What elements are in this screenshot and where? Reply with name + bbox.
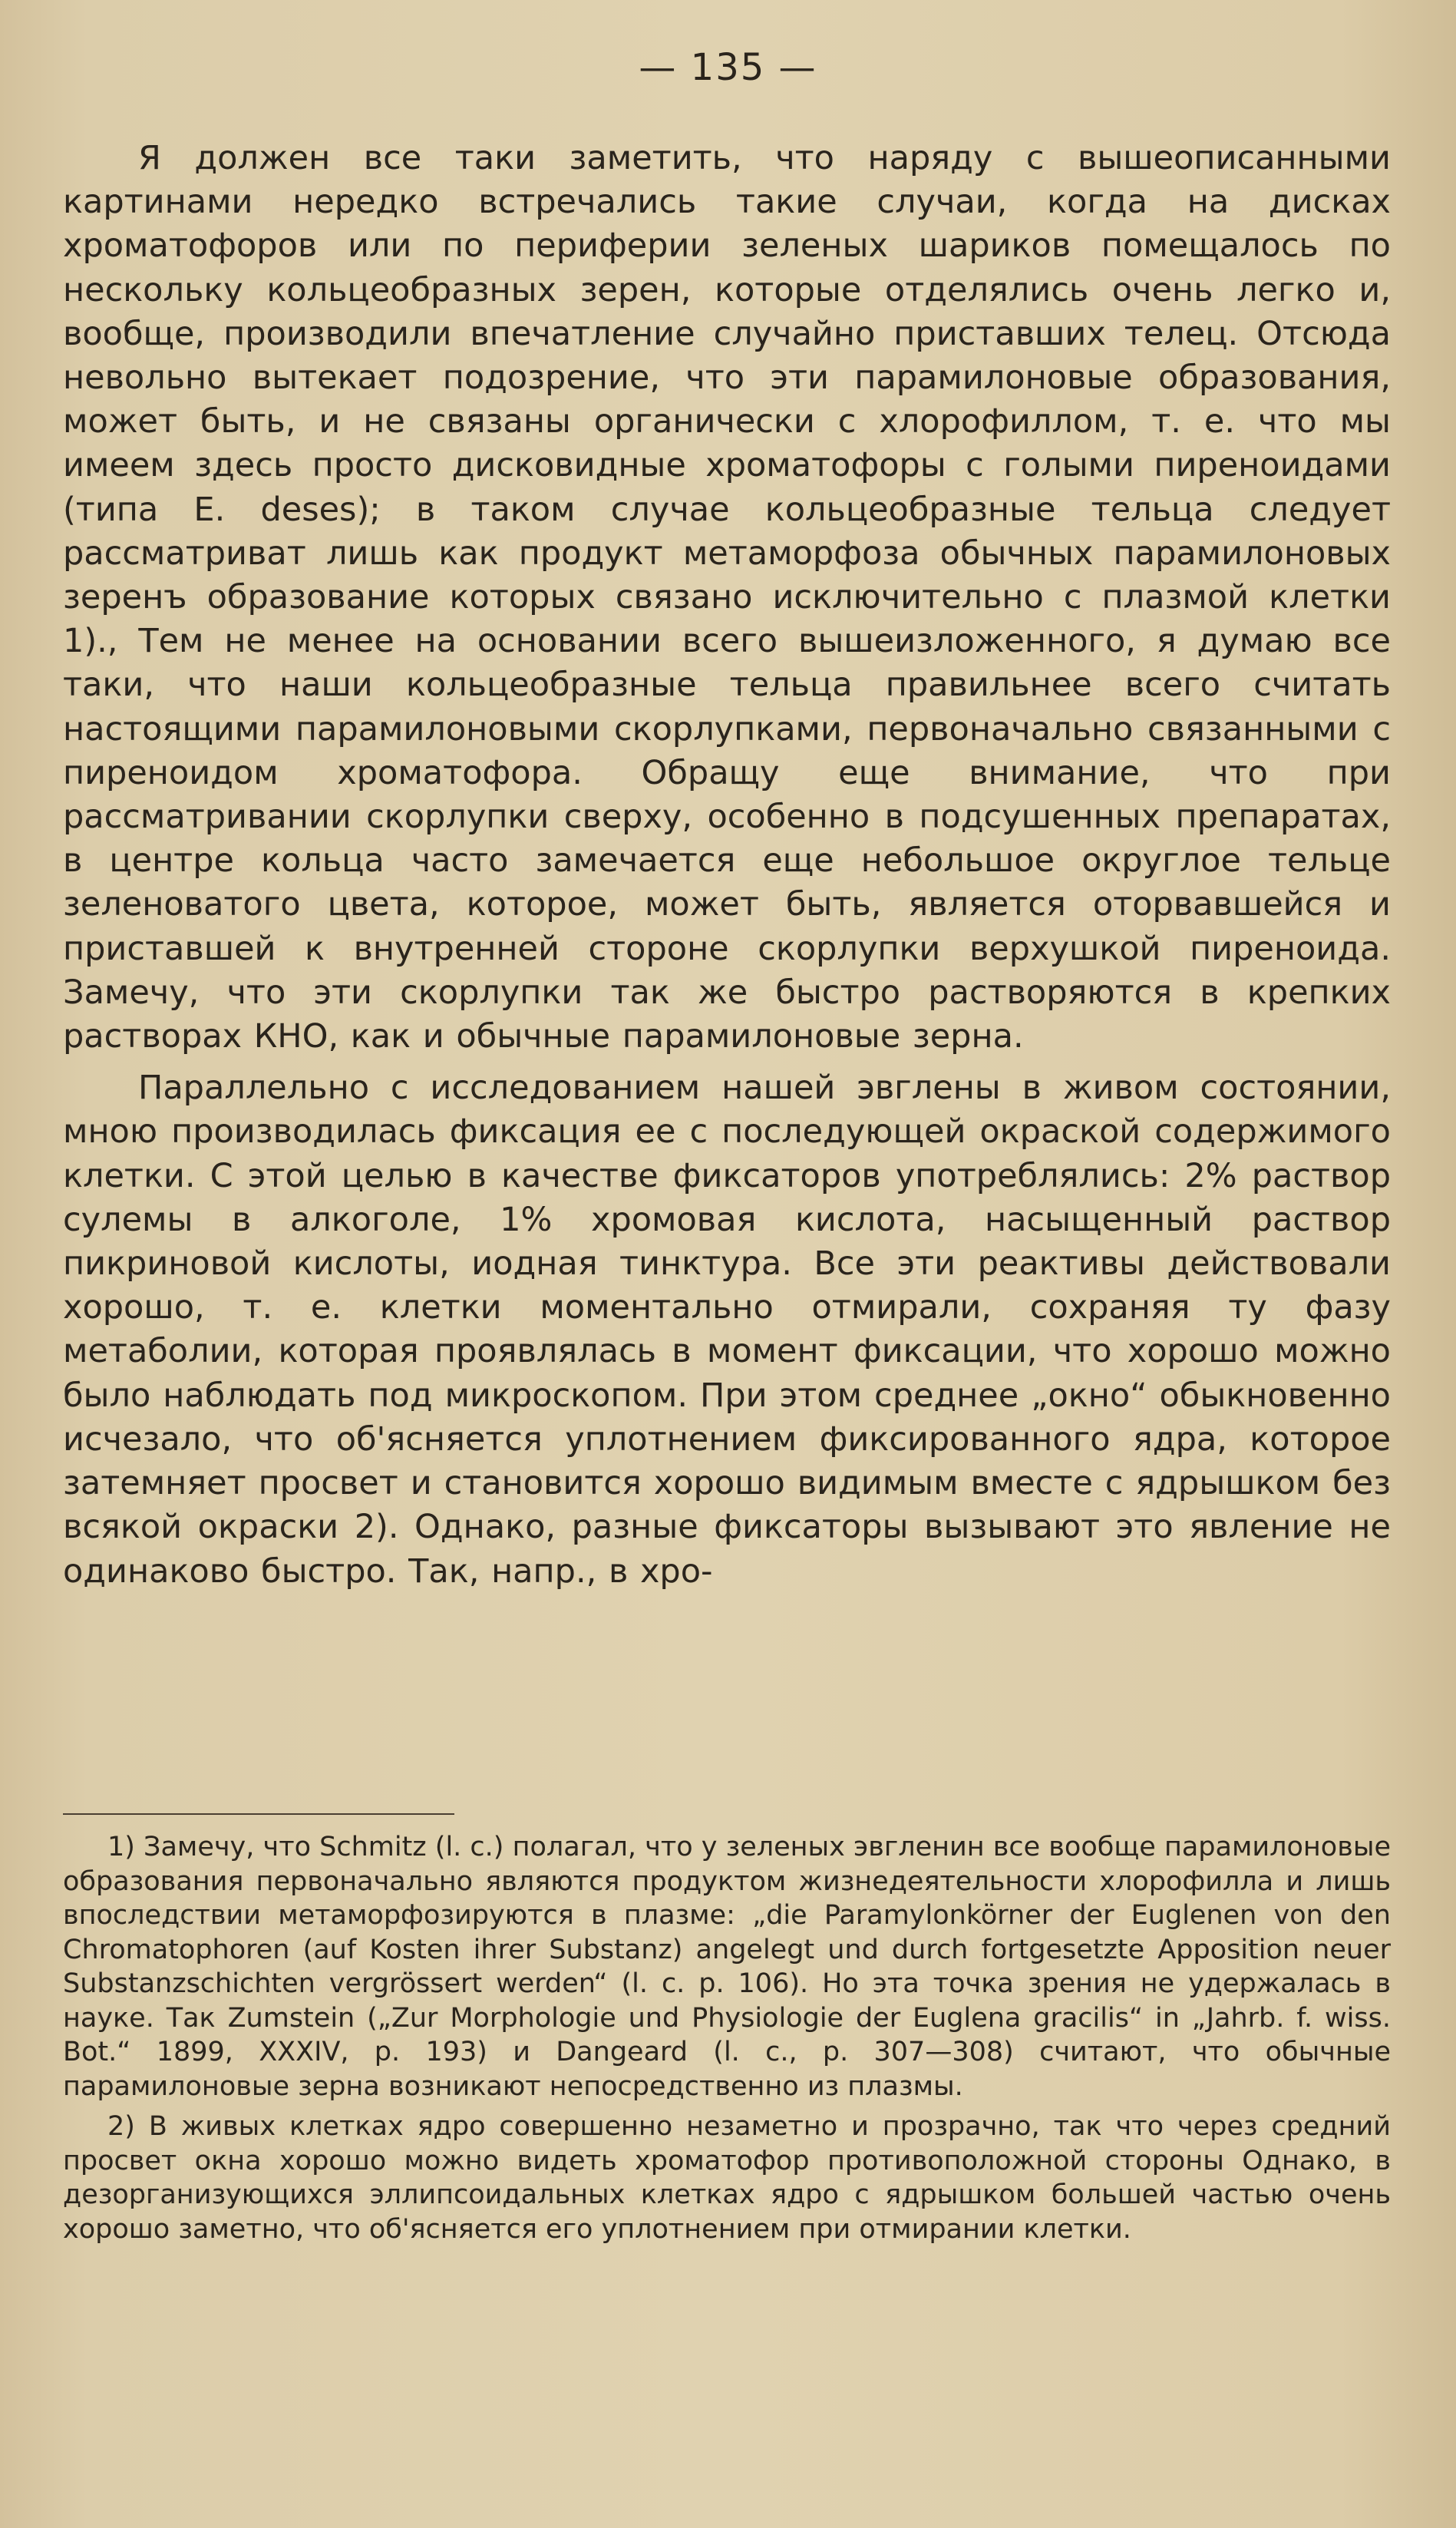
paragraph-1: Я должен все таки заметить, что наряду с вышеописанными картинами нередко встречались такие случаи, когда на дисках хроматофоров или по периферии зеленых шариков помещалось по нескольку кольцеобразных зерен, которые отделялись очень легко и, вообще, производили впечатление случайно приставших телец. Отсюда невольно вытекает подозрение, что эти парамилоновые образования, может быть, и не связаны органически с хлорофиллом, т. е. что мы имеем здесь просто дисковидные хроматофоры с голыми пиреноидами (типа E. deses); в таком случае кольцеобразные тельца следует рассматриват лишь как продукт метаморфоза обычных парамилоновых зеренъ образование которых связано исключительно с плазмой клетки 1)., Тем не менее на основании всего вышеизложенного, я думаю все таки, что наши кольцеобразные тельца правильнее всего считать настоящими парамилоновыми скорлупками, первоначально связанными с пиреноидом хроматофора. Обращу еще внимание, что при рассматривании скорлупки сверху, особенно в подсушенных препаратах, в центре кольца часто замечается еще небольшое округлое тельце зеленоватого цвета, которое, может быть, является оторвавшейся и приставшей к внутренней стороне скорлупки верхушкой пиреноида. Замечу, что эти скорлупки так же быстро растворяются в крепких растворах КНО, как и обычные парамилоновые зерна. [63, 139, 1391, 1056]
paragraph-2: Параллельно с исследованием нашей эвглены в живом состоянии, мною производилась фиксация ее с последующей окраской содержимого клетки. С этой целью в качестве фиксаторов употреблялись: 2% раствор сулемы в алкоголе, 1% хромовая кислота, насыщенный раствор пикриновой кислоты, иодная тинктура. Все эти реактивы действовали хорошо, т. е. клетки моментально отмирали, сохраняя ту фазу метаболии, которая проявлялась в момент фиксации, что хорошо можно было наблюдать под микроскопом. При этом среднее „окно“ обыкновенно исчезало, что об'ясняется уплотнением фиксированного ядра, которое затемняет просвет и становится хорошо видимым вместе с ядрышком без всякой окраски 2). Однако, разные фиксаторы вызывают это явление не одинаково быстро. Так, напр., в хро- [63, 1069, 1391, 1591]
footnote-2: 2) В живых клетках ядро совершенно незаметно и прозрачно, так что через средний просвет окна хорошо можно видеть хроматофор противоположной стороны Однако, в дезорганизующихся эллипсоидальных клетках ядро с ядрышком большей частью очень хорошо заметно, что об'ясняется его уплотнением при отмирании клетки. [63, 2111, 1391, 2245]
main-text [63, 137, 1391, 1601]
page-number: — 135 — [639, 46, 817, 89]
footnotes [63, 1830, 1391, 2252]
footnote-1: 1) Замечу, что Schmitz (l. c.) полагал, что у зеленых эвгленин все вообще парамилоновые образования первоначально являются продуктом жизнедеятельности хлорофилла и лишь впоследствии метаморфозируются в плазме: „die Paramylonkörner der Euglenen von den Chromatophoren (auf Kosten ihrer Substanz) angelegt und durch fortgesetzte Apposition neuer Substanzschichten vergrössert werden“ (l. c. p. 106). Но эта точка зрения не удержалась в науке. Так Zumstein („Zur Morphologie und Physiologie der Euglena gracilis“ in „Jahrb. f. wiss. Bot.“ 1899, XXXIV, p. 193) и Dangeard (l. c., p. 307—308) считают, что обычные парамилоновые зерна возникают непосредственно из плазмы. [63, 1832, 1391, 2102]
footnote-divider [63, 1813, 454, 1815]
